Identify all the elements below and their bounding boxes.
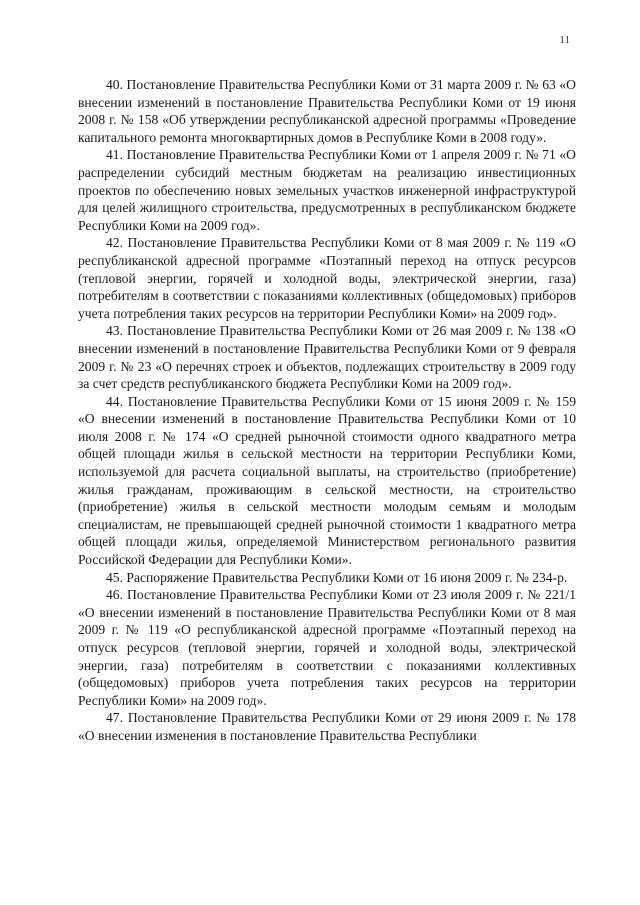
list-item-46: 46. Постановление Правительства Республики Коми от 23 июля 2009 г. № 221/1 «О внесении изменений в постановление Правительства Республики Коми от 8 мая 2009 г. № 119 «О республиканской адресной программе «Поэтапный переход на отпуск ресурсов (тепловой энергии, горячей и холодной воды, электрической энергии, газа) потребителям в соответствии с показаниями коллективных (общедомовых) приборов учета потребления таких ресурсов на территории Республики Коми» на 2009 год». <box>78 587 576 708</box>
list-item-45: 45. Распоряжение Правительства Республики Коми от 16 июня 2009 г. № 234-р. <box>106 569 568 585</box>
list-item-44: 44. Постановление Правительства Республики Коми от 15 июня 2009 г. № 159 «О внесении изменений в постановление Правительства Республики Коми от 10 июля 2008 г. № 174 «О средней рыночной стоимости одного квадратного метра общей площади жилья в сельской местности на территории Республики Коми, используемой для расчета социальной выплаты, на строительство (приобретение) жилья гражданам, проживающим в сельской местности, на строительство (приобретение) жилья в сельской местности молодым семьям и молодым специалистам, не превышающей средней рыночной стоимости 1 квадратного метра общей площади жилья, определяемой Министерством регионального развития Российской Федерации для Республики Коми». <box>78 393 576 568</box>
list-item-41: 41. Постановление Правительства Республики Коми от 1 апреля 2009 г. № 71 «О распределении субсидий местным бюджетам на реализацию инвестиционных проектов по обеспечению новых земельных участков инженерной инфраструктурой для целей жилищного строительства, предусмотренных в республиканском бюджете Республики Коми на 2009 год». <box>78 147 576 233</box>
list-item-42: 42. Постановление Правительства Республики Коми от 8 мая 2009 г. № 119 «О республиканской адресной программе «Поэтапный переход на отпуск ресурсов (тепловой энергии, горячей и холодной воды, электрической энергии, газа) потребителям в соответствии с показаниями коллективных (общедомовых) приборов учета потребления таких ресурсов на территории Республики Коми» на 2009 год». <box>78 235 576 321</box>
document-body <box>78 76 576 745</box>
page-number: 11 <box>559 34 570 46</box>
list-item-47: 47. Постановление Правительства Республики Коми от 29 июня 2009 г. № 178 «О внесении изменения в постановление Правительства Республики <box>78 710 576 743</box>
list-item-40: 40. Постановление Правительства Республики Коми от 31 марта 2009 г. № 63 «О внесении изменений в постановление Правительства Республики Коми от 19 июня 2008 г. № 158 «Об утверждении республиканской адресной программы «Проведение капитального ремонта многоквартирных домов в Республике Коми в 2008 году». <box>78 77 576 145</box>
list-item-43: 43. Постановление Правительства Республики Коми от 26 мая 2009 г. № 138 «О внесении изменений в постановление Правительства Республики Коми от 9 февраля 2009 г. № 23 «О перечнях строек и объектов, подлежащих строительству в 2009 году за счет средств республиканского бюджета Республики Коми на 2009 год». <box>78 323 576 392</box>
